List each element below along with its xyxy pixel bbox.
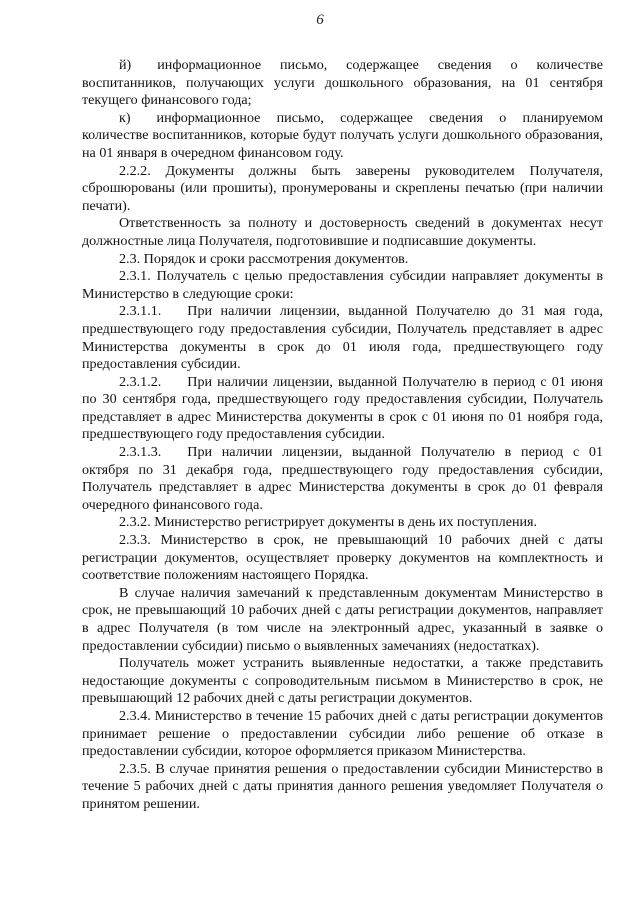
item-marker: 2.3.1.3. <box>119 444 162 461</box>
item-marker: 2.3.1.1. <box>119 303 162 320</box>
paragraph-2-3-4: 2.3.4. Министерство в течение 15 рабочих дней с даты регистрации документов принимает решение о предоставлении субсидии либо решение об отказе в предоставлении субсидии, которое оформляется приказом Министерства. <box>82 707 603 760</box>
paragraph-text: При наличии лицензии, выданной Получателю в период с 01 октября по 31 декабря года, предшествующего году предоставления субсидии, Получатель представляет в адрес Министерства документы в срок до 01 февраля очередного финансового года. <box>82 444 603 513</box>
paragraph-text: информационное письмо, содержащее сведения о планируемом количестве воспитанников, которые будут получать услуги дошкольного образования, на 01 января в очередном финансовом году. <box>82 109 603 161</box>
paragraph-item-k <box>82 110 603 163</box>
paragraph-2-3-2: 2.3.2. Министерство регистрирует документы в день их поступления. <box>119 514 538 531</box>
page-number: 6 <box>316 12 324 28</box>
paragraph-text: При наличии лицензии, выданной Получателю до 31 мая года, предшествующего году предоставления субсидии, Получатель представляет в адрес Министерства документы в срок до 01 июля года, предшествующего году предоставления субсидии. <box>82 303 603 373</box>
item-marker: й) <box>119 57 132 73</box>
paragraph-2-3-1-2 <box>82 374 603 444</box>
document-body <box>82 57 603 814</box>
paragraph-2-3: 2.3. Порядок и сроки рассмотрения документов. <box>119 250 409 267</box>
paragraph-text: При наличии лицензии, выданной Получателю в период с 01 июня по 30 сентября года, предшествующего году предоставления субсидии, Получатель представляет в адрес Министерства документы в срок с 01 июня по 01 ноября года, предшествующего году предоставления субсидии. <box>82 373 603 443</box>
paragraph-2-3-1-3 <box>82 444 603 514</box>
paragraph-item-y <box>82 57 603 110</box>
paragraph-2-2-2: 2.2.2. Документы должны быть заверены руководителем Получателя, сброшюрованы (или прошиты), пронумерованы и скреплены печатью (при наличии печати). <box>82 162 603 214</box>
paragraph-2-3-1: 2.3.1. Получатель с целью предоставления субсидии направляет документы в Министерство в следующие сроки: <box>82 268 603 302</box>
item-marker: 2.3.1.2. <box>119 373 162 390</box>
paragraph-responsibility: Ответственность за полноту и достоверность сведений в документах несут должностные лица Получателя, подготовившие и подписавшие документы. <box>82 215 603 249</box>
paragraph-remarks: В случае наличия замечаний к представленным документам Министерство в срок, не превышающий 10 рабочих дней с даты регистрации документов, направляет в адрес Получателя (в том числе на электронный адрес, указанный в заявке о предоставлении субсидии) письмо о выявленных замечаниях (недостатках). <box>82 584 603 654</box>
paragraph-2-3-5: 2.3.5. В случае принятия решения о предоставлении субсидии Министерство в течение 5 рабочих дней с даты принятия данного решения уведомляет Получателя о принятом решении. <box>82 760 603 812</box>
paragraph-2-3-3: 2.3.3. Министерство в срок, не превышающий 10 рабочих дней с даты регистрации документов, осуществляет проверку документов на комплектность и соответствие положениям настоящего Порядка. <box>82 532 603 584</box>
paragraph-text: информационное письмо, содержащее сведения о количестве воспитанников, получающих услуги дошкольного образования, на 01 сентября текущего финансового года; <box>82 57 603 109</box>
item-marker: к) <box>119 109 131 126</box>
paragraph-recipient-fix: Получатель может устранить выявленные недостатки, а также представить недостающие документы с сопроводительным письмом в Министерство в срок, не превышающий 12 рабочих дней с даты регистрации документов. <box>82 655 603 707</box>
paragraph-2-3-1-1 <box>82 303 603 373</box>
